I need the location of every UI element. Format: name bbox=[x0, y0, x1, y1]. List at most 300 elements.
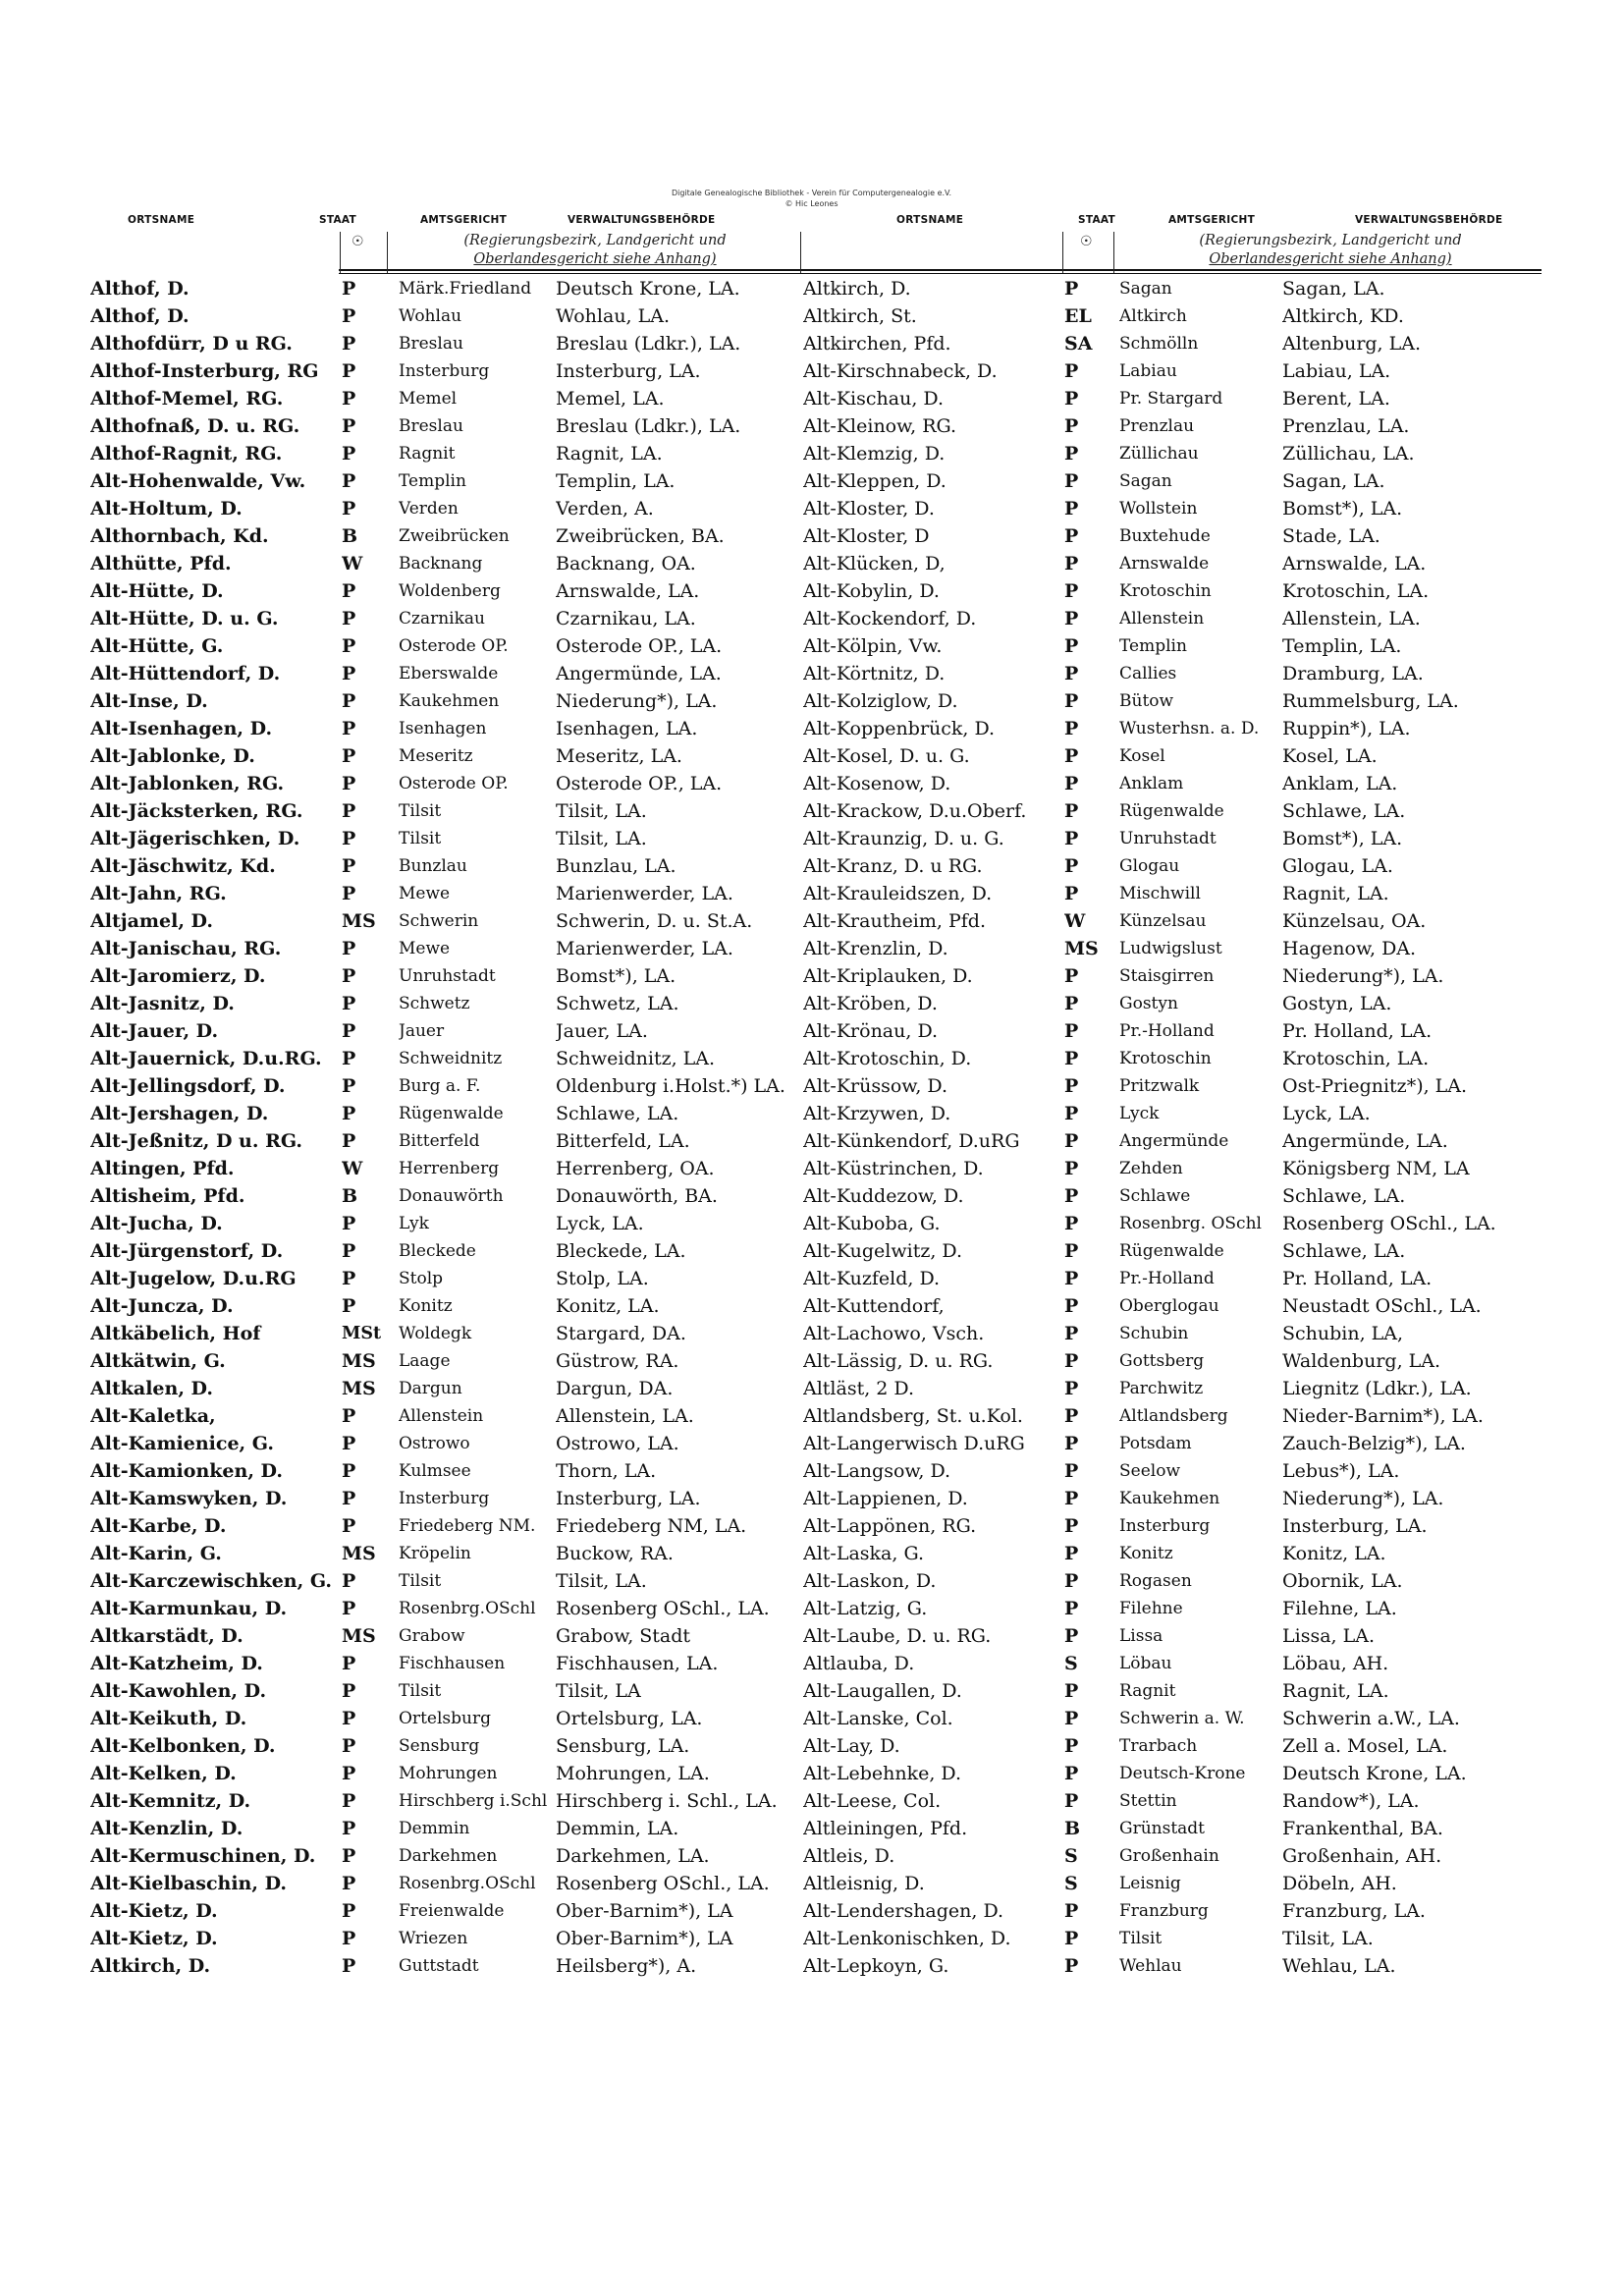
verwaltung-left: Breslau (Ldkr.), LA. bbox=[556, 415, 741, 437]
ortsname-left: Althof-Insterburg, RG bbox=[90, 360, 319, 382]
table-row bbox=[0, 1182, 1623, 1210]
ortsname-right: Alt-Kirschnabeck, D. bbox=[803, 360, 998, 382]
staat-right: P bbox=[1064, 1790, 1079, 1812]
verwaltung-left: Backnang, OA. bbox=[556, 553, 696, 574]
table-row bbox=[0, 770, 1623, 797]
verwaltung-right: Zell a. Mosel, LA. bbox=[1282, 1735, 1448, 1757]
ortsname-left: Alt-Kamswyken, D. bbox=[90, 1488, 288, 1509]
amtsgericht-right: Parchwitz bbox=[1119, 1379, 1204, 1398]
ortsname-right: Altläst, 2 D. bbox=[803, 1378, 915, 1399]
verwaltung-right: Frankenthal, BA. bbox=[1282, 1818, 1443, 1839]
amtsgericht-left: Tilsit bbox=[399, 829, 442, 848]
table-row bbox=[0, 1897, 1623, 1925]
table-row bbox=[0, 1815, 1623, 1842]
staat-right: P bbox=[1064, 580, 1079, 602]
staat-right: P bbox=[1064, 663, 1079, 684]
table-row bbox=[0, 1485, 1623, 1512]
table-row bbox=[0, 330, 1623, 357]
amtsgericht-right: Anklam bbox=[1119, 774, 1184, 793]
table-row bbox=[0, 1870, 1623, 1897]
staat-right: P bbox=[1064, 965, 1079, 987]
table-row bbox=[0, 1925, 1623, 1952]
amtsgericht-left: Sensburg bbox=[399, 1736, 480, 1756]
amtsgericht-right: Angermünde bbox=[1119, 1131, 1229, 1151]
table-row bbox=[0, 385, 1623, 412]
ortsname-left: Alt-Katzheim, D. bbox=[90, 1653, 263, 1674]
column-divider bbox=[1062, 232, 1063, 273]
staat-left: P bbox=[342, 690, 356, 712]
ortsname-left: Alt-Jauer, D. bbox=[90, 1020, 219, 1042]
ortsname-left: Althof, D. bbox=[90, 278, 189, 300]
amtsgericht-left: Demmin bbox=[399, 1819, 470, 1838]
table-row bbox=[0, 825, 1623, 852]
staat-left: P bbox=[342, 498, 356, 519]
verwaltung-left: Ober-Barnim*), LA bbox=[556, 1928, 733, 1949]
table-row bbox=[0, 1512, 1623, 1540]
staat-right: P bbox=[1064, 745, 1079, 767]
verwaltung-right: Bomst*), LA. bbox=[1282, 498, 1403, 519]
table-row bbox=[0, 1787, 1623, 1815]
ortsname-left: Althofnaß, D. u. RG. bbox=[90, 415, 300, 437]
ortsname-left: Altingen, Pfd. bbox=[90, 1158, 235, 1179]
staat-left: MS bbox=[342, 1378, 376, 1399]
ortsname-left: Alt-Janischau, RG. bbox=[90, 938, 282, 959]
table-row bbox=[0, 1595, 1623, 1622]
verwaltung-right: Waldenburg, LA. bbox=[1282, 1350, 1441, 1372]
verwaltung-right: Deutsch Krone, LA. bbox=[1282, 1763, 1467, 1784]
staat-right: P bbox=[1064, 1460, 1079, 1482]
staat-left: P bbox=[342, 1845, 356, 1867]
amtsgericht-left: Rosenbrg.OSchl bbox=[399, 1874, 536, 1893]
amtsgericht-left: Freienwalde bbox=[399, 1901, 505, 1921]
amtsgericht-left: Breslau bbox=[399, 416, 463, 436]
amtsgericht-left: Wriezen bbox=[399, 1929, 468, 1948]
verwaltung-right: Angermünde, LA. bbox=[1282, 1130, 1448, 1152]
verwaltung-left: Arnswalde, LA. bbox=[556, 580, 700, 602]
amtsgericht-left: Laage bbox=[399, 1351, 451, 1371]
table-row bbox=[0, 1540, 1623, 1567]
staat-left: P bbox=[342, 278, 356, 300]
ortsname-right: Alt-Kockendorf, D. bbox=[803, 608, 977, 629]
amtsgericht-right: Gostyn bbox=[1119, 994, 1178, 1013]
staat-left: P bbox=[342, 883, 356, 904]
verwaltung-left: Güstrow, RA. bbox=[556, 1350, 679, 1372]
staat-left: P bbox=[342, 718, 356, 739]
ortsname-left: Alt-Hütte, D. u. G. bbox=[90, 608, 279, 629]
amtsgericht-right: Schlawe bbox=[1119, 1186, 1191, 1206]
staat-right: P bbox=[1064, 1378, 1079, 1399]
ortsname-right: Alt-Körtnitz, D. bbox=[803, 663, 946, 684]
verwaltung-left: Bunzlau, LA. bbox=[556, 855, 676, 877]
amtsgericht-left: Mohrungen bbox=[399, 1764, 498, 1783]
amtsgericht-right: Rügenwalde bbox=[1119, 801, 1224, 821]
ortsname-left: Alt-Kietz, D. bbox=[90, 1928, 218, 1949]
amtsgericht-right: Buxtehude bbox=[1119, 526, 1211, 546]
verwaltung-left: Ragnit, LA. bbox=[556, 443, 663, 465]
ortsname-left: Alt-Jägerischken, D. bbox=[90, 828, 300, 849]
staat-right: P bbox=[1064, 553, 1079, 574]
staat-left: P bbox=[342, 745, 356, 767]
ortsname-left: Alt-Hütte, G. bbox=[90, 635, 224, 657]
amtsgericht-left: Woldegk bbox=[399, 1324, 472, 1343]
staat-left: P bbox=[342, 1515, 356, 1537]
staat-right: P bbox=[1064, 1625, 1079, 1647]
ortsname-right: Alt-Krzywen, D. bbox=[803, 1103, 951, 1124]
staat-right: P bbox=[1064, 993, 1079, 1014]
staat-right: P bbox=[1064, 1075, 1079, 1097]
table-row bbox=[0, 1292, 1623, 1320]
ortsname-right: Alt-Kleppen, D. bbox=[803, 470, 947, 492]
ortsname-right: Altkirch, St. bbox=[803, 305, 917, 327]
ortsname-left: Alt-Hüttendorf, D. bbox=[90, 663, 281, 684]
ortsname-right: Alt-Kischau, D. bbox=[803, 388, 944, 410]
amtsgericht-left: Konitz bbox=[399, 1296, 453, 1316]
staat-left: MSt bbox=[342, 1324, 381, 1343]
staat-right: P bbox=[1064, 388, 1079, 410]
verwaltung-right: Templin, LA. bbox=[1282, 635, 1402, 657]
amtsgericht-right: Lyck bbox=[1119, 1104, 1160, 1123]
staat-right: P bbox=[1064, 1185, 1079, 1207]
amtsgericht-left: Allenstein bbox=[399, 1406, 484, 1426]
verwaltung-right: Obornik, LA. bbox=[1282, 1570, 1403, 1592]
amtsgericht-right: Wollstein bbox=[1119, 499, 1198, 519]
staat-right: EL bbox=[1064, 305, 1092, 327]
verwaltung-right: Schlawe, LA. bbox=[1282, 800, 1406, 822]
ortsname-right: Alt-Künkendorf, D.uRG bbox=[803, 1130, 1020, 1152]
verwaltung-left: Demmin, LA. bbox=[556, 1818, 679, 1839]
verwaltung-right: Zauch-Belzig*), LA. bbox=[1282, 1433, 1466, 1454]
table-row bbox=[0, 715, 1623, 742]
amtsgericht-right: Sagan bbox=[1119, 279, 1172, 299]
amtsgericht-left: Ostrowo bbox=[399, 1434, 470, 1453]
staat-left: P bbox=[342, 1433, 356, 1454]
ortsname-left: Alt-Kietz, D. bbox=[90, 1900, 218, 1922]
staat-left: P bbox=[342, 388, 356, 410]
ortsname-left: Altkätwin, G. bbox=[90, 1350, 226, 1372]
verwaltung-right: Prenzlau, LA. bbox=[1282, 415, 1410, 437]
table-row bbox=[0, 660, 1623, 687]
ortsname-left: Alt-Hütte, D. bbox=[90, 580, 224, 602]
verwaltung-right: Rummelsburg, LA. bbox=[1282, 690, 1459, 712]
amtsgericht-right: Filehne bbox=[1119, 1599, 1183, 1618]
ortsname-left: Alt-Kaletka, bbox=[90, 1405, 216, 1427]
table-row bbox=[0, 1650, 1623, 1677]
staat-left: B bbox=[342, 1185, 358, 1207]
ortsname-right: Altlauba, D. bbox=[803, 1653, 915, 1674]
staat-right: P bbox=[1064, 443, 1079, 465]
verwaltung-right: Dramburg, LA. bbox=[1282, 663, 1424, 684]
amtsgericht-right: Glogau bbox=[1119, 856, 1180, 876]
staat-right: P bbox=[1064, 1295, 1079, 1317]
verwaltung-right: Rosenberg OSchl., LA. bbox=[1282, 1213, 1496, 1234]
verwaltung-right: Schlawe, LA. bbox=[1282, 1185, 1406, 1207]
amtsgericht-left: Tilsit bbox=[399, 1681, 442, 1701]
verwaltung-left: Memel, LA. bbox=[556, 388, 665, 410]
staat-left: P bbox=[342, 855, 356, 877]
staat-right: P bbox=[1064, 1433, 1079, 1454]
ortsname-left: Alt-Jasnitz, D. bbox=[90, 993, 235, 1014]
staat-left: P bbox=[342, 470, 356, 492]
table-row bbox=[0, 1210, 1623, 1237]
amtsgericht-right: Altlandsberg bbox=[1119, 1406, 1228, 1426]
ortsname-right: Alt-Kuzfeld, D. bbox=[803, 1268, 941, 1289]
amtsgericht-left: Mewe bbox=[399, 939, 451, 958]
table-row bbox=[0, 467, 1623, 495]
verwaltung-left: Insterburg, LA. bbox=[556, 360, 701, 382]
staat-right: P bbox=[1064, 360, 1079, 382]
verwaltung-left: Schweidnitz, LA. bbox=[556, 1048, 716, 1069]
verwaltung-right: Nieder-Barnim*), LA. bbox=[1282, 1405, 1484, 1427]
header-staat-left: STAAT bbox=[319, 214, 357, 226]
staat-left: W bbox=[342, 553, 363, 574]
ortsname-right: Alt-Krüssow, D. bbox=[803, 1075, 947, 1097]
staat-right: P bbox=[1064, 828, 1079, 849]
staat-left: P bbox=[342, 1928, 356, 1949]
amtsgericht-left: Donauwörth bbox=[399, 1186, 504, 1206]
amtsgericht-right: Templin bbox=[1119, 636, 1187, 656]
table-row bbox=[0, 880, 1623, 907]
staat-right: P bbox=[1064, 1405, 1079, 1427]
ortsname-right: Alt-Kuddezow, D. bbox=[803, 1185, 964, 1207]
verwaltung-left: Angermünde, LA. bbox=[556, 663, 722, 684]
verwaltung-right: Lyck, LA. bbox=[1282, 1103, 1371, 1124]
ortsname-right: Alt-Krautheim, Pfd. bbox=[803, 910, 987, 932]
table-row bbox=[0, 797, 1623, 825]
table-row bbox=[0, 495, 1623, 522]
staat-left: MS bbox=[342, 1543, 376, 1564]
staat-left: P bbox=[342, 1048, 356, 1069]
table-row bbox=[0, 1100, 1623, 1127]
table-row bbox=[0, 275, 1623, 302]
verwaltung-right: Schlawe, LA. bbox=[1282, 1240, 1406, 1262]
header-amtsgericht-right: AMTSGERICHT bbox=[1168, 214, 1256, 226]
verwaltung-left: Osterode OP., LA. bbox=[556, 635, 723, 657]
ortsname-left: Althornbach, Kd. bbox=[90, 525, 269, 547]
staat-right: S bbox=[1064, 1653, 1078, 1674]
table-row bbox=[0, 935, 1623, 962]
amtsgericht-right: Staisgirren bbox=[1119, 966, 1215, 986]
staat-right: B bbox=[1064, 1818, 1081, 1839]
ortsname-left: Alt-Kemnitz, D. bbox=[90, 1790, 251, 1812]
amtsgericht-right: Schmölln bbox=[1119, 334, 1199, 354]
staat-right: P bbox=[1064, 1570, 1079, 1592]
amtsgericht-right: Rügenwalde bbox=[1119, 1241, 1224, 1261]
verwaltung-right: Filehne, LA. bbox=[1282, 1598, 1397, 1619]
staat-right: SA bbox=[1064, 333, 1093, 355]
amtsgericht-left: Schweidnitz bbox=[399, 1049, 503, 1068]
staat-left: P bbox=[342, 1488, 356, 1509]
staat-right: P bbox=[1064, 1680, 1079, 1702]
staat-left: P bbox=[342, 635, 356, 657]
table-row bbox=[0, 1375, 1623, 1402]
verwaltung-left: Czarnikau, LA. bbox=[556, 608, 696, 629]
staat-left: P bbox=[342, 333, 356, 355]
staat-right: P bbox=[1064, 1735, 1079, 1757]
amtsgericht-left: Hirschberg i.Schl bbox=[399, 1791, 548, 1811]
staat-right: P bbox=[1064, 1103, 1079, 1124]
ortsname-right: Alt-Kuboba, G. bbox=[803, 1213, 941, 1234]
ortsname-right: Alt-Krotoschin, D. bbox=[803, 1048, 972, 1069]
staat-right: P bbox=[1064, 1955, 1079, 1977]
subnote-glyph-right: ☉ bbox=[1080, 234, 1093, 249]
amtsgericht-left: Rosenbrg.OSchl bbox=[399, 1599, 536, 1618]
ortsname-left: Alt-Kenzlin, D. bbox=[90, 1818, 243, 1839]
amtsgericht-right: Löbau bbox=[1119, 1654, 1172, 1673]
table-row bbox=[0, 412, 1623, 440]
ortsname-left: Alt-Hohenwalde, Vw. bbox=[90, 470, 306, 492]
verwaltung-right: Bomst*), LA. bbox=[1282, 828, 1403, 849]
verwaltung-left: Konitz, LA. bbox=[556, 1295, 660, 1317]
staat-left: B bbox=[342, 525, 358, 547]
table-row bbox=[0, 605, 1623, 632]
staat-right: P bbox=[1064, 1515, 1079, 1537]
verwaltung-left: Bomst*), LA. bbox=[556, 965, 676, 987]
verwaltung-left: Wohlau, LA. bbox=[556, 305, 671, 327]
staat-right: P bbox=[1064, 1763, 1079, 1784]
amtsgericht-left: Memel bbox=[399, 389, 458, 409]
verwaltung-right: Anklam, LA. bbox=[1282, 773, 1398, 794]
staat-right: P bbox=[1064, 690, 1079, 712]
verwaltung-left: Schwerin, D. u. St.A. bbox=[556, 910, 753, 932]
ortsname-right: Alt-Laska, G. bbox=[803, 1543, 925, 1564]
verwaltung-left: Breslau (Ldkr.), LA. bbox=[556, 333, 741, 355]
gazetteer-table bbox=[0, 275, 1623, 1980]
amtsgericht-left: Osterode OP. bbox=[399, 774, 509, 793]
subnote-left bbox=[393, 232, 797, 269]
verwaltung-left: Insterburg, LA. bbox=[556, 1488, 701, 1509]
ortsname-right: Alt-Latzig, G. bbox=[803, 1598, 928, 1619]
staat-left: P bbox=[342, 965, 356, 987]
staat-left: P bbox=[342, 1735, 356, 1757]
ortsname-right: Alt-Laskon, D. bbox=[803, 1570, 937, 1592]
amtsgericht-left: Ragnit bbox=[399, 444, 456, 464]
amtsgericht-right: Schubin bbox=[1119, 1324, 1189, 1343]
staat-left: P bbox=[342, 828, 356, 849]
staat-left: P bbox=[342, 1075, 356, 1097]
staat-left: P bbox=[342, 1708, 356, 1729]
amtsgericht-left: Bunzlau bbox=[399, 856, 467, 876]
table-row bbox=[0, 357, 1623, 385]
table-row bbox=[0, 1430, 1623, 1457]
verwaltung-left: Heilsberg*), A. bbox=[556, 1955, 697, 1977]
amtsgericht-right: Großenhain bbox=[1119, 1846, 1219, 1866]
staat-left: P bbox=[342, 1295, 356, 1317]
table-row bbox=[0, 632, 1623, 660]
staat-left: MS bbox=[342, 1350, 376, 1372]
ortsname-right: Alt-Kriplauken, D. bbox=[803, 965, 973, 987]
verwaltung-left: Thorn, LA. bbox=[556, 1460, 657, 1482]
ortsname-left: Alt-Juncza, D. bbox=[90, 1295, 234, 1317]
amtsgericht-left: Mewe bbox=[399, 884, 451, 903]
amtsgericht-left: Wohlau bbox=[399, 306, 462, 326]
ortsname-left: Alt-Kamionken, D. bbox=[90, 1460, 283, 1482]
staat-right: P bbox=[1064, 1130, 1079, 1152]
ortsname-left: Alt-Kamienice, G. bbox=[90, 1433, 274, 1454]
amtsgericht-left: Breslau bbox=[399, 334, 463, 354]
header-verwaltung-left: VERWALTUNGSBEHÖRDE bbox=[568, 214, 716, 226]
staat-left: P bbox=[342, 1570, 356, 1592]
ortsname-left: Alt-Jauernick, D.u.RG. bbox=[90, 1048, 322, 1069]
staat-right: P bbox=[1064, 415, 1079, 437]
verwaltung-left: Niederung*), LA. bbox=[556, 690, 718, 712]
verwaltung-left: Donauwörth, BA. bbox=[556, 1185, 718, 1207]
verwaltung-left: Darkehmen, LA. bbox=[556, 1845, 710, 1867]
amtsgericht-right: Rosenbrg. OSchl bbox=[1119, 1214, 1262, 1233]
amtsgericht-right: Leisnig bbox=[1119, 1874, 1181, 1893]
verwaltung-left: Fischhausen, LA. bbox=[556, 1653, 719, 1674]
verwaltung-right: Wehlau, LA. bbox=[1282, 1955, 1396, 1977]
staat-right: P bbox=[1064, 635, 1079, 657]
ortsname-right: Altleisnig, D. bbox=[803, 1873, 925, 1894]
staat-right: P bbox=[1064, 1213, 1079, 1234]
table-row bbox=[0, 1045, 1623, 1072]
staat-left: W bbox=[342, 1158, 363, 1179]
staat-left: P bbox=[342, 1680, 356, 1702]
ortsname-left: Althofdürr, D u RG. bbox=[90, 333, 293, 355]
verwaltung-right: Randow*), LA. bbox=[1282, 1790, 1420, 1812]
verwaltung-left: Oldenburg i.Holst.*) LA. bbox=[556, 1075, 785, 1097]
staat-right: P bbox=[1064, 1350, 1079, 1372]
amtsgericht-right: Lissa bbox=[1119, 1626, 1163, 1646]
verwaltung-right: Ragnit, LA. bbox=[1282, 1680, 1389, 1702]
table-row bbox=[0, 1017, 1623, 1045]
ortsname-right: Alt-Kleinow, RG. bbox=[803, 415, 957, 437]
staat-right: P bbox=[1064, 278, 1079, 300]
ortsname-right: Altlandsberg, St. u.Kol. bbox=[803, 1405, 1023, 1427]
verwaltung-right: Pr. Holland, LA. bbox=[1282, 1020, 1433, 1042]
table-row bbox=[0, 1237, 1623, 1265]
header-ortsname-right: ORTSNAME bbox=[896, 214, 964, 226]
verwaltung-right: Lissa, LA. bbox=[1282, 1625, 1375, 1647]
ortsname-right: Alt-Lendershagen, D. bbox=[803, 1900, 1004, 1922]
staat-left: P bbox=[342, 1790, 356, 1812]
table-row bbox=[0, 1402, 1623, 1430]
amtsgericht-right: Zehden bbox=[1119, 1159, 1183, 1178]
amtsgericht-left: Schwerin bbox=[399, 911, 479, 931]
verwaltung-left: Schlawe, LA. bbox=[556, 1103, 679, 1124]
staat-left: P bbox=[342, 938, 356, 959]
amtsgericht-left: Bleckede bbox=[399, 1241, 476, 1261]
subnote-line1: (Regierungsbezirk, Landgericht und bbox=[463, 233, 727, 248]
amtsgericht-right: Seelow bbox=[1119, 1461, 1180, 1481]
ortsname-right: Alt-Küstrinchen, D. bbox=[803, 1158, 984, 1179]
column-divider bbox=[1113, 232, 1114, 273]
ortsname-right: Altleiningen, Pfd. bbox=[803, 1818, 968, 1839]
table-row bbox=[0, 522, 1623, 550]
staat-left: P bbox=[342, 1130, 356, 1152]
ortsname-left: Alt-Jaromierz, D. bbox=[90, 965, 266, 987]
amtsgericht-left: Zweibrücken bbox=[399, 526, 510, 546]
ortsname-left: Altisheim, Pfd. bbox=[90, 1185, 245, 1207]
amtsgericht-right: Kosel bbox=[1119, 746, 1165, 766]
amtsgericht-right: Oberglogau bbox=[1119, 1296, 1219, 1316]
amtsgericht-left: Backnang bbox=[399, 554, 483, 574]
amtsgericht-right: Franzburg bbox=[1119, 1901, 1209, 1921]
verwaltung-left: Lyck, LA. bbox=[556, 1213, 644, 1234]
table-row bbox=[0, 742, 1623, 770]
amtsgericht-right: Prenzlau bbox=[1119, 416, 1195, 436]
verwaltung-left: Herrenberg, OA. bbox=[556, 1158, 715, 1179]
amtsgericht-left: Verden bbox=[399, 499, 459, 519]
verwaltung-left: Tilsit, LA bbox=[556, 1680, 641, 1702]
verwaltung-right: Insterburg, LA. bbox=[1282, 1515, 1428, 1537]
amtsgericht-left: Lyk bbox=[399, 1214, 429, 1233]
amtsgericht-right: Züllichau bbox=[1119, 444, 1199, 464]
ortsname-right: Alt-Langerwisch D.uRG bbox=[803, 1433, 1025, 1454]
table-row bbox=[0, 1732, 1623, 1760]
staat-left: P bbox=[342, 1240, 356, 1262]
verwaltung-right: Franzburg, LA. bbox=[1282, 1900, 1426, 1922]
